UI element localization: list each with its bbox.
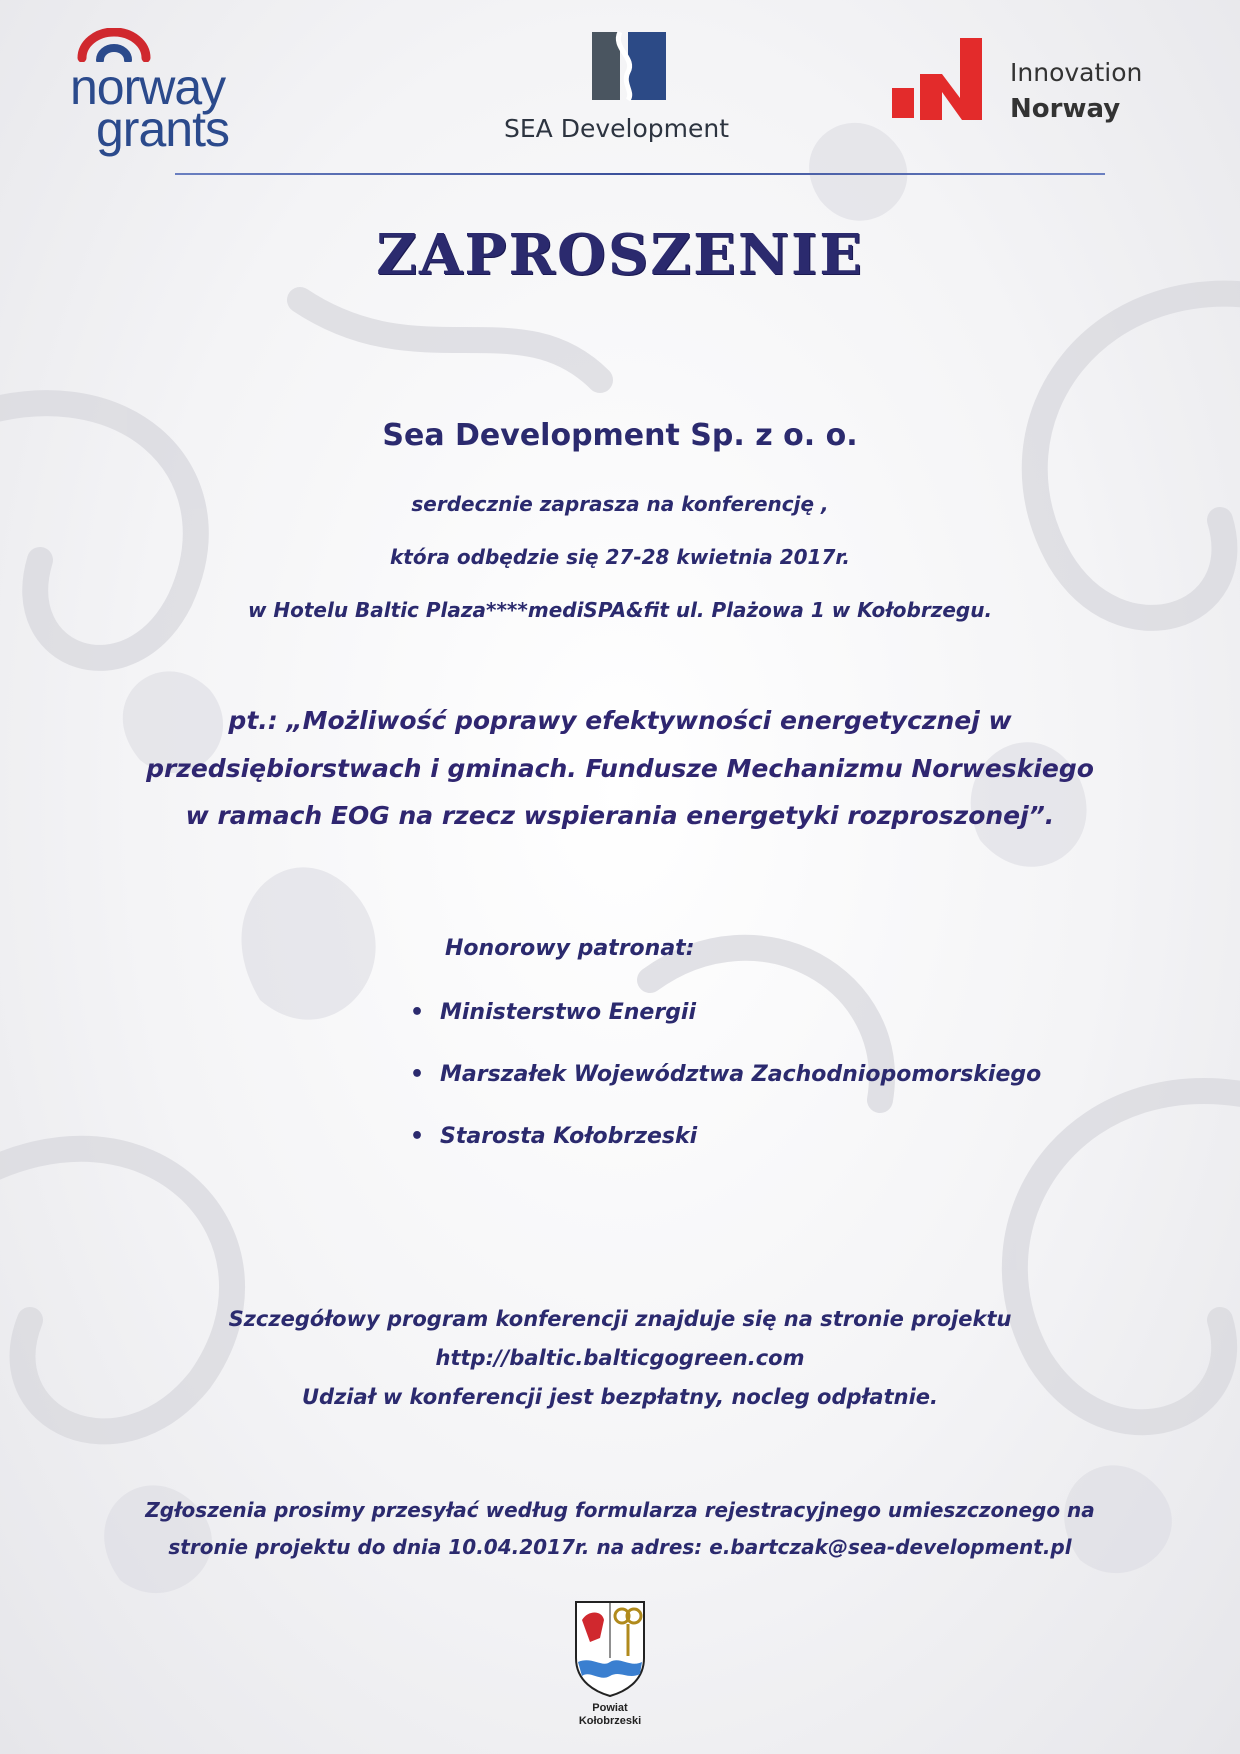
- fee-info-line: Udział w konferencji jest bezpłatny, nocleg odpłatnie.: [301, 1385, 938, 1409]
- invitation-title: ZAPROSZENIE: [376, 222, 864, 288]
- invite-line-1: serdecznie zaprasza na konferencję ,: [411, 492, 829, 516]
- innovation-norway-line2: Norway: [1010, 94, 1121, 124]
- project-url-link[interactable]: http://baltic.balticgogreen.com: [435, 1346, 805, 1370]
- norway-grants-arc-icon: [74, 28, 154, 62]
- sea-development-logo: [500, 28, 760, 148]
- topic-line-1: pt.: „Możliwość poprawy efektywności energetycznej w: [228, 706, 1012, 735]
- patronage-list: [410, 1000, 1041, 1186]
- crest-label-line1: Powiat: [592, 1702, 628, 1714]
- innovation-norway-line1: Innovation: [1010, 58, 1143, 87]
- norway-grants-line2: grants: [96, 101, 229, 157]
- program-info-line: Szczegółowy program konferencji znajduje się na stronie projektu: [228, 1307, 1012, 1331]
- crest-label-line2: Kołobrzeski: [578, 1715, 642, 1727]
- organizer-name: Sea Development Sp. z o. o.: [382, 418, 858, 453]
- registration-line-1: Zgłoszenia prosimy przesyłać według formularza rejestracyjnego umieszczonego na: [145, 1498, 1095, 1522]
- norway-grants-line1: norway: [70, 59, 226, 115]
- registration-line-2: stronie projektu do dnia 10.04.2017r. na adres: e.bartczak@sea-development.pl: [168, 1535, 1072, 1559]
- coat-of-arms-icon: [572, 1598, 648, 1698]
- sea-development-name: SEA Development: [504, 114, 730, 143]
- powiat-kolobrzeski-crest: [570, 1598, 650, 1738]
- patronage-heading: Honorowy patronat:: [445, 936, 695, 961]
- sea-development-s-mark-icon: [590, 28, 670, 104]
- topic-line-2: przedsiębiorstwach i gminach. Fundusze Mechanizmu Norweskiego: [146, 754, 1094, 783]
- invite-venue-line: w Hotelu Baltic Plaza****mediSPA&fit ul. Plażowa 1 w Kołobrzegu.: [247, 598, 993, 622]
- patronage-item: • Ministerstwo Energii: [410, 1000, 1041, 1062]
- norway-grants-logo: [70, 26, 300, 166]
- patronage-item: • Marszałek Województwa Zachodniopomorskiego: [410, 1062, 1041, 1124]
- innovation-norway-logo: [890, 34, 1180, 124]
- innovation-norway-n-mark-icon: [890, 34, 990, 124]
- header-divider: [175, 173, 1105, 175]
- patronage-item: • Starosta Kołobrzeski: [410, 1124, 1041, 1186]
- topic-line-3: w ramach EOG na rzecz wspierania energetyki rozproszonej”.: [185, 801, 1055, 830]
- invite-date-line: która odbędzie się 27-28 kwietnia 2017r.: [390, 545, 850, 569]
